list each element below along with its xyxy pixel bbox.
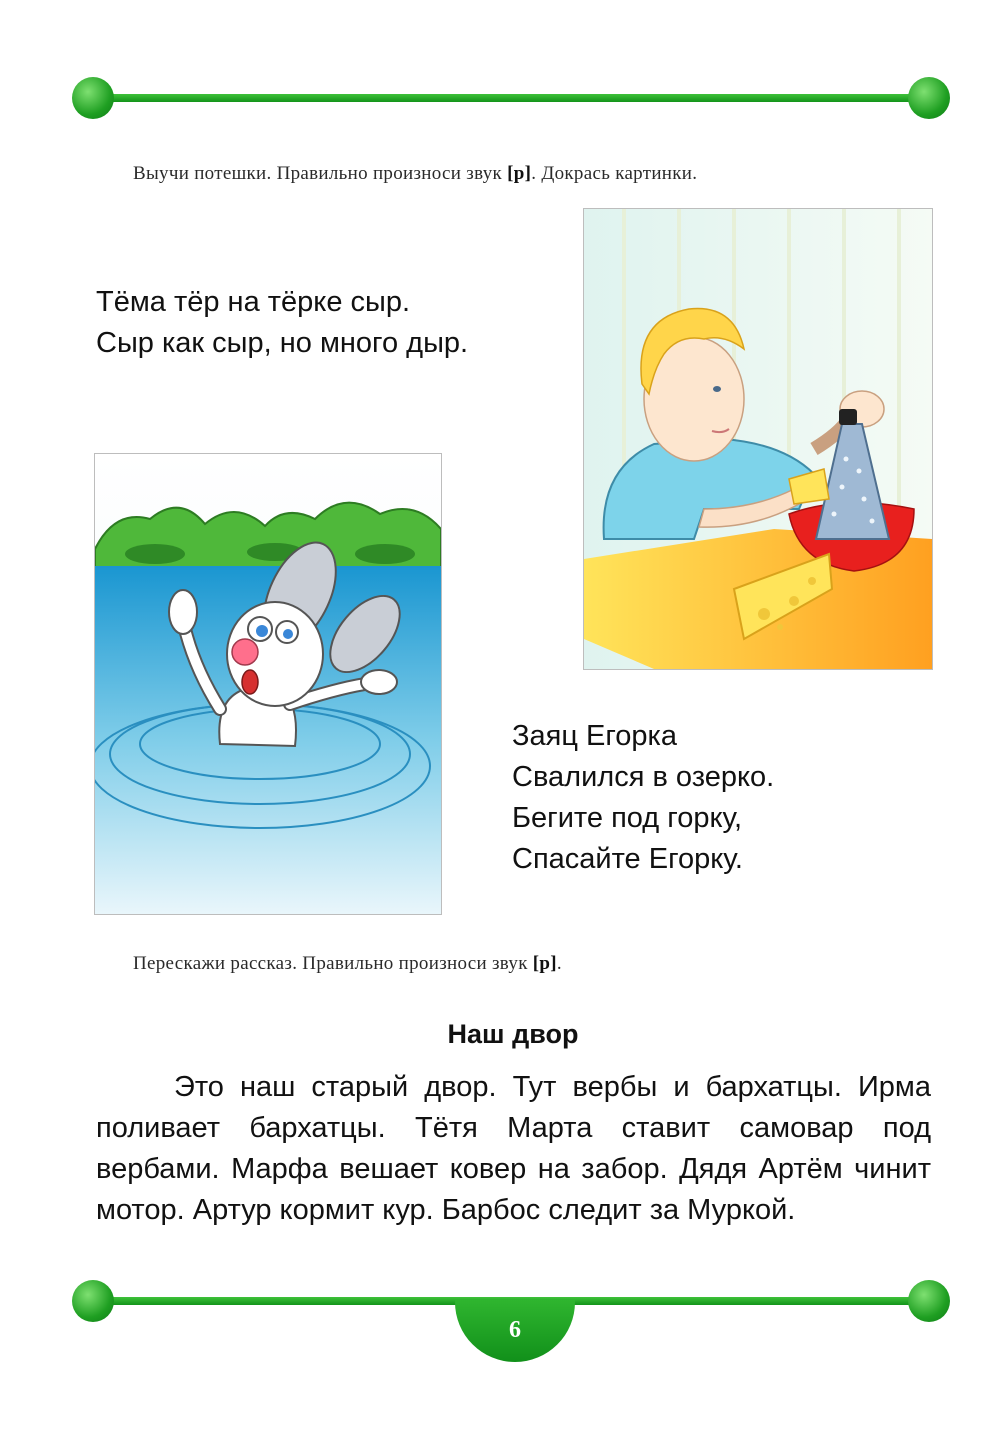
instruction-text: . Докрась картинки. (531, 163, 698, 184)
poem-line: Заяц Егорка (512, 720, 678, 752)
page-number: 6 (509, 1317, 521, 1343)
top-left-ornament (72, 77, 114, 119)
poem-line: Спасайте Егорку. (512, 843, 743, 875)
instruction-learn-rhymes (133, 163, 697, 185)
hare-in-lake-picture (94, 453, 442, 915)
bottom-right-ornament (908, 1280, 950, 1322)
poem-line: Тёма тёр на тёрке сыр. (96, 286, 411, 318)
top-right-ornament (908, 77, 950, 119)
story-body (96, 1067, 931, 1231)
instruction-text: Перескажи рассказ. Правильно произноси звук (133, 953, 533, 974)
poem-cheese (96, 282, 468, 364)
story-title: Наш двор (447, 1019, 579, 1049)
sound-label: [р] (532, 953, 557, 974)
instruction-text: . (556, 953, 562, 974)
hare-lake-illustration (95, 454, 441, 914)
top-rule (95, 94, 925, 102)
instruction-text: Выучи потешки. Правильно произноси звук (133, 163, 508, 184)
boy-cheese-illustration (584, 209, 932, 669)
poem-line: Бегите под горку, (512, 802, 743, 834)
boy-grating-cheese-picture (583, 208, 933, 670)
sound-label: [р] (507, 163, 532, 184)
poem-line: Сыр как сыр, но много дыр. (96, 327, 469, 359)
instruction-retell-story (133, 953, 562, 975)
poem-hare (512, 716, 774, 880)
story-paragraph: Это наш старый двор. Тут вербы и бархатцы. Ирма поливает бархатцы. Тётя Марта ставит самовар под вербами. Марфа вешает ковер на забор. Дядя Артём чинит мотор. Артур кормит кур. Барбос следит за Муркой. (96, 1071, 931, 1226)
poem-line: Свалился в озерко. (512, 761, 775, 793)
bottom-left-ornament (72, 1280, 114, 1322)
